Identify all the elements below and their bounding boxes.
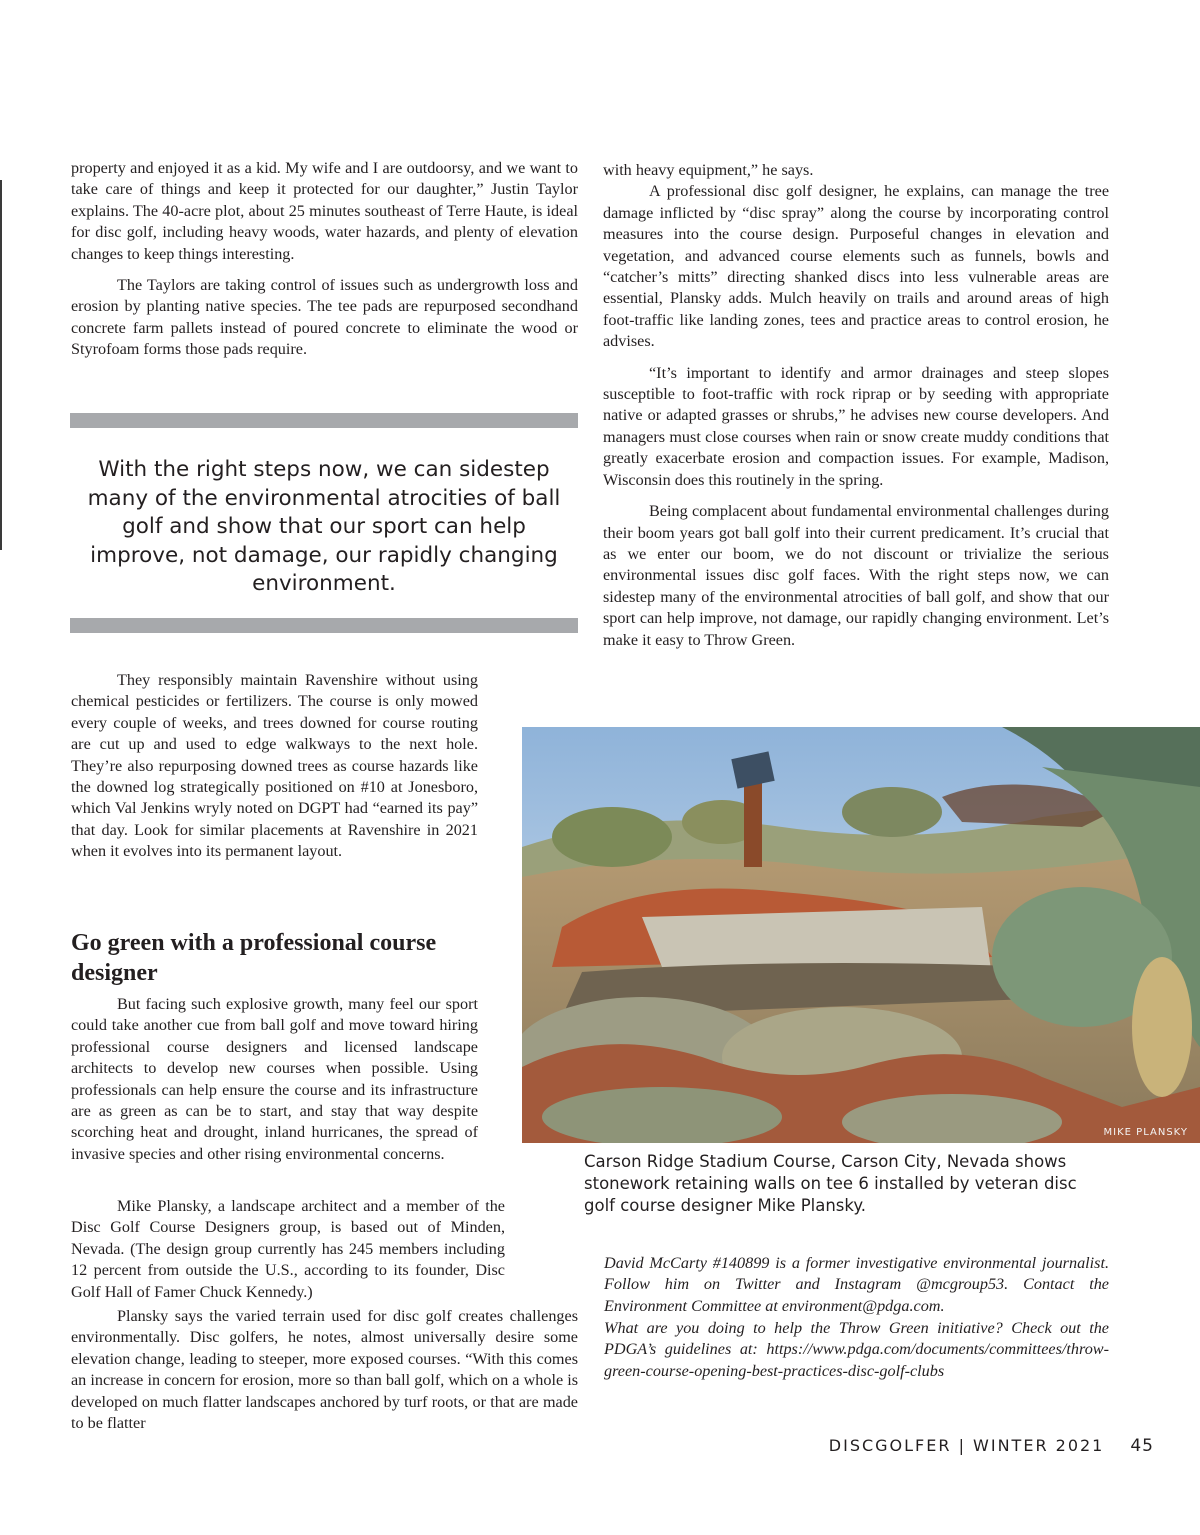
body-paragraph: property and enjoyed it as a kid. My wife and I are outdoorsy, and we want to take care of things and keep it protected for our daughter,” Justin Taylor explains. The 40-acre plot, about 25 minutes southeast of Terre Haute, is ideal for disc golf, including heavy woods, water hazards, and plenty of elevation changes to keep things interesting. (71, 159, 578, 263)
page-number: 45 (1130, 1436, 1154, 1456)
author-bio: David McCarty #140899 is a former investigative environmental journalist. Follow him on Twitter and Instagram @mcgroup53. Contact the Environment Committee at environment@pdga.com. (604, 1254, 1109, 1315)
publication-name: DISCGOLFER | WINTER 2021 (828, 1436, 1105, 1455)
pull-quote-rule-top (70, 413, 578, 428)
page-footer (829, 1436, 1154, 1456)
body-paragraph: The Taylors are taking control of issues such as undergrowth loss and erosion by planting native species. The tee pads are repurposed secondhand concrete farm pallets instead of poured concrete to eliminate the wood or Styrofoam forms those pads require. (71, 276, 578, 359)
tee-sign-post (744, 782, 762, 867)
section-heading: Go green with a professional course designer (71, 930, 437, 986)
photo-credit: MIKE PLANSKY (1103, 1127, 1188, 1138)
body-paragraph: A professional disc golf designer, he explains, can manage the tree damage inflicted by “disc spray” along the course by incorporating control measures into the course design. Purposeful changes in elevation and vegetation, and advanced course elements such as funnels, bowls and “catcher’s mitts” directing shanked discs into less vulnerable areas are essential, Plansky adds. Mulch heavily on trails and around areas of high foot-traffic like landing zones, tees and practice areas to control erosion, he advises. (603, 182, 1109, 351)
right-column (603, 160, 1109, 661)
photo-illustration (522, 727, 1200, 1143)
body-paragraph: But facing such explosive growth, many feel our sport could take another cue from ball golf and move toward hiring professional course designers and licensed landscape architects to develop new courses when possible. Using professionals can help ensure the course and its infrastructure are as green as can be to start, and stay that way despite scorching heat and drought, inland hurricanes, the spread of invasive species and other rising environmental concerns. (71, 995, 478, 1163)
body-paragraph: “It’s important to identify and armor drainages and steep slopes susceptible to foot-traffic with rock riprap or by seeding with appropriate native or adapted grasses or shrubs,” he advises new course developers. And managers must close courses when rain or snow create muddy conditions that greatly exacerbate erosion and compaction issues. For example, Madison, Wisconsin does this routinely in the spring. (603, 363, 1109, 489)
course-photo (522, 727, 1200, 1143)
left-column-plansky-start (71, 1196, 505, 1313)
body-paragraph: They responsibly maintain Ravenshire without using chemical pesticides or fertilizers. The course is only mowed every couple of weeks, and trees downed for course routing are cut up and used to edge walkways to the next hole. They’re also repurposing downed trees as course hazards like the downed log strategically positioned on #10 at Jonesboro, which Val Jenkins wryly noted on DGPT had “earned its pay” that day. Look for similar placements at Ravenshire in 2021 when it evolves into its permanent layout. (71, 671, 478, 861)
left-column-middle (71, 670, 478, 873)
call-to-action: What are you doing to help the Throw Green initiative? Check out the PDGA’s guidelines at: https://www.pdga.com/documents/committees/throw-green-course-opening-best-practices-disc-golf-clubs (604, 1319, 1109, 1380)
body-paragraph: Mike Plansky, a landscape architect and a member of the Disc Golf Course Designers group, is based out of Minden, Nevada. (The design group currently has 245 members including 12 percent from outside the U.S., according to its founder, Disc Golf Hall of Famer Chuck Kennedy.) (71, 1197, 505, 1301)
left-column-lower (71, 994, 478, 1175)
body-paragraph: Being complacent about fundamental environmental challenges during their boom years got ball golf into their current predicament. It’s crucial that as we enter our boom, we do not discount or trivialize the serious environmental issues disc golf faces. With the right steps now, we can sidestep many of the environmental atrocities of ball golf, and show that our sport can help improve, not damage, our rapidly changing environment. Let’s make it easy to Throw Green. (603, 502, 1109, 649)
photo-caption: Carson Ridge Stadium Course, Carson City, Nevada shows stonework retaining walls on tee 6 installed by veteran disc golf course designer Mike Plansky. (584, 1152, 1077, 1215)
left-column-bottom (71, 1306, 578, 1444)
left-column-top (71, 158, 578, 371)
page-edge-mark (0, 180, 2, 550)
pull-quote-rule-bottom (70, 618, 578, 633)
body-paragraph: Plansky says the varied terrain used for disc golf creates challenges environmentally. Disc golfers, he notes, almost universally desire some elevation change, leading to steeper, more exposed courses. “With this comes an increase in concern for erosion, more so than ball golf, which on a whole is developed on much flatter landscapes anchored by turf roots, or that are made to be flatter (71, 1307, 578, 1433)
body-paragraph: with heavy equipment,” he says. (603, 161, 814, 179)
pull-quote: With the right steps now, we can sidestep many of the environmental atrocities of ball golf and show that our sport can help improve, not damage, our rapidly changing environment. (87, 457, 561, 596)
